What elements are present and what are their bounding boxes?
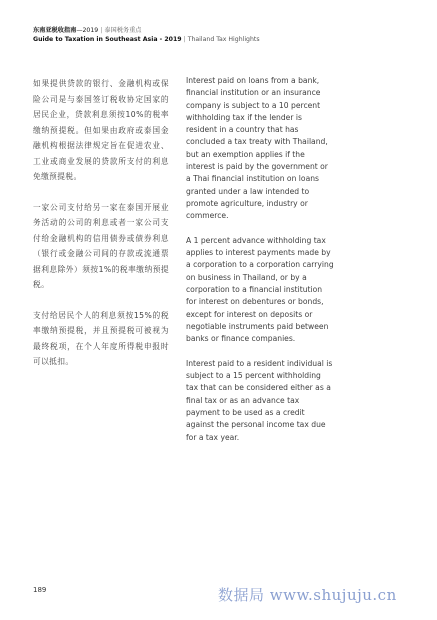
header-chinese-line bbox=[33, 26, 413, 35]
page-header bbox=[33, 26, 413, 44]
chinese-paragraph: 一家公司支付给另一家在泰国开展业务活动的公司的利息或者一家公司支付给金融机构的信用债券或债券利息（银行或金融公司间的存款或流通票据利息除外）须按1%的税率缴纳预提税。 bbox=[33, 202, 169, 289]
header-year-cn: —2019 bbox=[76, 27, 99, 34]
english-paragraph: Interest paid to a resident individual is subject to a 15 percent withholding tax that can be considered either as a final tax or as an advance tax payment to be used as a credit against the personal income tax due for a tax year. bbox=[186, 358, 333, 442]
header-separator-en: | bbox=[183, 36, 186, 43]
page-number: 189 bbox=[33, 586, 47, 594]
chinese-paragraph: 如果提供贷款的银行、金融机构或保险公司是与泰国签订税收协定国家的居民企业，贷款利息须按10%的税率缴纳预提税。但如果由政府或泰国金融机构根据法律规定旨在促进农业、工业或商业发展的贷款所支付的利息免缴预提税。 bbox=[33, 79, 169, 181]
chinese-paragraph: 支付给居民个人的利息须按15%的税率缴纳预提税，并且预提税可被视为最终税项，在个人年度所得税申报时可以抵扣。 bbox=[33, 310, 169, 366]
english-paragraph: A 1 percent advance withholding tax applies to interest payments made by a corporation to a corporation carrying on business in Thailand, or by a corporation to a financial institution for interest on debentures or bonds, except for interest on deposits or negotiable instruments paid between banks or finance companies. bbox=[186, 235, 334, 344]
header-section-en: Thailand Tax Highlights bbox=[187, 36, 260, 43]
header-title-cn: 东南亚税收指南 bbox=[33, 27, 77, 34]
header-section-cn: 泰国税务重点 bbox=[104, 27, 142, 34]
header-separator: | bbox=[100, 27, 103, 34]
chinese-column bbox=[33, 76, 169, 385]
watermark: 数据局 www.shujuju.cn bbox=[218, 586, 397, 604]
header-title-en: Guide to Taxation in Southeast Asia - 2019 bbox=[33, 36, 182, 43]
english-paragraph: Interest paid on loans from a bank, financial institution or an insurance company is subject to a 10 percent withholding tax if the lender is resident in a country that has concluded a tax treaty with Thailand, but an exemption applies if the interest is paid by the government or a Thai financial institution on loans granted under a law intended to promote agriculture, industry or commerce. bbox=[186, 76, 328, 221]
header-english-line bbox=[33, 35, 413, 44]
english-column bbox=[186, 75, 334, 456]
